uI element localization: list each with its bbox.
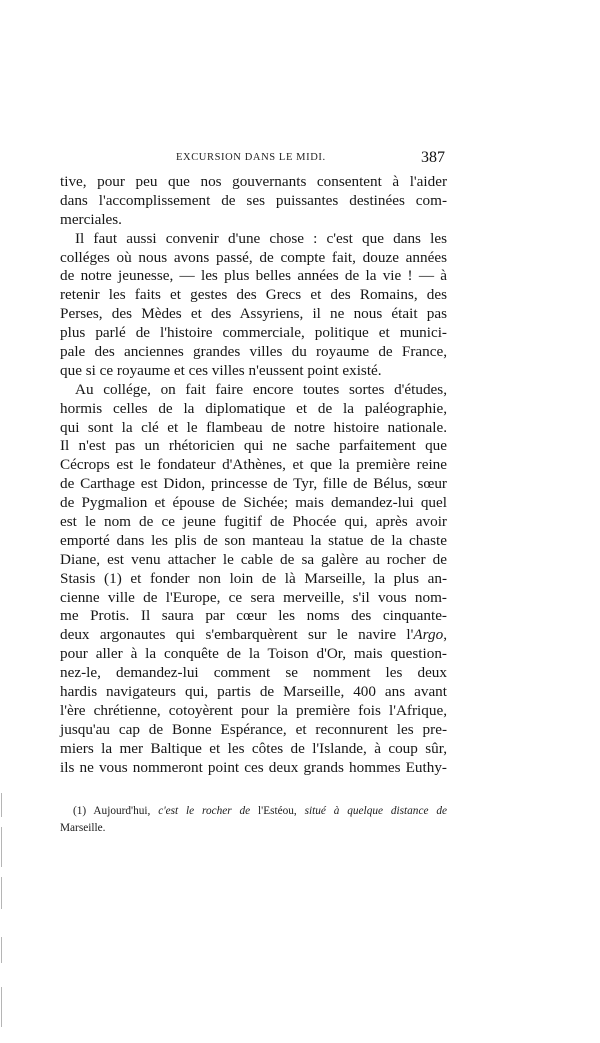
- text-line: [60, 267, 447, 286]
- text-line: [60, 324, 447, 343]
- text-line-content: miers la mer Baltique et les côtes de l'Islande, à coup sûr,: [60, 739, 447, 757]
- italic-word: Argo: [413, 626, 444, 644]
- text-line: [60, 626, 447, 645]
- text-line-content: deux argonautes qui s'embarquèrent sur le navire l': [60, 626, 414, 644]
- footnote-segment: l'Estéou,: [258, 805, 305, 817]
- text-line: [60, 759, 447, 778]
- text-line: [60, 211, 447, 230]
- text-line: [60, 456, 447, 475]
- text-line-content: Au collége, on fait faire encore toutes sortes d'études,: [75, 380, 447, 398]
- scan-artifact-mark: [1, 937, 2, 963]
- text-line-content: Il n'est pas un rhétoricien qui ne sache parfaitement que: [60, 437, 447, 455]
- footnote: [60, 803, 447, 837]
- text-line: [60, 419, 447, 438]
- text-line-content: Perses, des Mèdes et des Assyriens, il ne nous était pas: [60, 305, 447, 323]
- text-line: [60, 683, 447, 702]
- scan-artifact-mark: [1, 793, 2, 817]
- text-line-content: merciales.: [60, 210, 122, 228]
- text-line-content: est le nom de ce jeune fugitif de Phocée qui, après avoir: [60, 513, 447, 531]
- text-line: [60, 475, 447, 494]
- text-line-content: de Carthage est Didon, princesse de Tyr, fille de Bélus, sœur: [60, 475, 447, 493]
- footnote-segment: Aujourd'hui: [86, 805, 148, 817]
- text-line-content: de notre jeunesse, — les plus belles années de la vie ! — à: [60, 267, 447, 285]
- text-line: [60, 494, 447, 513]
- text-line-content: emporté dans les plis de son manteau la statue de la chaste: [60, 531, 447, 549]
- punctuation: ,: [443, 626, 447, 644]
- text-line: [60, 721, 447, 740]
- footnote-segment: , c'est le rocher de: [147, 805, 259, 817]
- text-line: [60, 664, 447, 683]
- scan-artifact-mark: [1, 877, 2, 909]
- text-line: [60, 513, 447, 532]
- text-line: [60, 702, 447, 721]
- text-line-content: que si ce royaume et ces villes n'eussent point existé.: [60, 361, 382, 379]
- text-line: [60, 362, 447, 381]
- text-line-content: me Protis. Il saura par cœur les noms des cinquante-: [60, 607, 447, 625]
- text-line: [60, 249, 447, 268]
- footnote-line: Marseille.: [60, 822, 106, 834]
- text-line-content: ils ne vous nommeront point ces deux grands hommes Euthy-: [60, 758, 447, 776]
- text-line-content: Diane, est venu attacher le cable de sa galère au rocher de: [60, 550, 447, 568]
- text-line: [60, 343, 447, 362]
- text-line-content: pale des anciennes grandes villes du royaume de France,: [60, 343, 447, 361]
- text-line: [60, 645, 447, 664]
- text-line-content: retenir les faits et gestes des Grecs et des Romains, des: [60, 286, 447, 304]
- text-line-content: plus parlé de l'histoire commerciale, politique et munici-: [60, 324, 447, 342]
- text-line-content: l'ère chrétienne, cotoyèrent pour la première fois l'Afrique,: [60, 701, 447, 719]
- running-head-title: EXCURSION DANS LE MIDI.: [176, 152, 326, 163]
- footnote-line: [60, 803, 447, 820]
- text-line: [60, 230, 447, 249]
- scan-artifact-mark: [1, 987, 2, 1027]
- running-head: [60, 149, 447, 168]
- text-line: [60, 532, 447, 551]
- text-line-content: pour aller à la conquête de la Toison d'Or, mais question-: [60, 645, 447, 663]
- text-line: [60, 589, 447, 608]
- text-line: [60, 286, 447, 305]
- text-line-content: hardis navigateurs qui, partis de Marseille, 400 ans avant: [60, 683, 447, 701]
- text-line: [60, 570, 447, 589]
- footnote-segment: situé à quelque distance de: [304, 805, 447, 817]
- text-line-content: nez-le, demandez-lui comment se nomment les deux: [60, 664, 447, 682]
- text-line-content: Stasis (1) et fonder non loin de là Marseille, la plus an-: [60, 569, 447, 587]
- footnote-marker: (1): [73, 805, 87, 817]
- text-line-content: hormis celles de la diplomatique et de la paléographie,: [60, 399, 447, 417]
- text-line-content: Cécrops est le fondateur d'Athènes, et que la première reine: [60, 456, 447, 474]
- text-line: [60, 400, 447, 419]
- text-line: [60, 173, 447, 192]
- text-line-content: de Pygmalion et épouse de Sichée; mais demandez-lui quel: [60, 494, 447, 512]
- text-line: [60, 437, 447, 456]
- text-line-content: jusqu'au cap de Bonne Espérance, et reconnurent les pre-: [60, 720, 447, 738]
- text-line-content: Il faut aussi convenir d'une chose : c'est que dans les: [75, 229, 447, 247]
- text-line-content: dans l'accomplissement de ses puissantes destinées com-: [60, 191, 447, 209]
- text-line-content: cienne ville de l'Europe, ce sera merveille, s'il vous nom-: [60, 588, 447, 606]
- text-line-content: tive, pour peu que nos gouvernants consentent à l'aider: [60, 173, 447, 190]
- text-line-content: colléges où nous avons passé, de compte fait, douze années: [60, 248, 447, 266]
- text-line: [60, 305, 447, 324]
- text-line-content: qui sont la clé et le flambeau de notre histoire nationale.: [60, 418, 447, 436]
- text-line: [60, 740, 447, 759]
- page-number: 387: [421, 149, 445, 166]
- text-line: [60, 551, 447, 570]
- text-line: [60, 607, 447, 626]
- scan-artifact-mark: [1, 827, 2, 867]
- body-text: [60, 173, 447, 778]
- text-line: [60, 192, 447, 211]
- text-line: [60, 381, 447, 400]
